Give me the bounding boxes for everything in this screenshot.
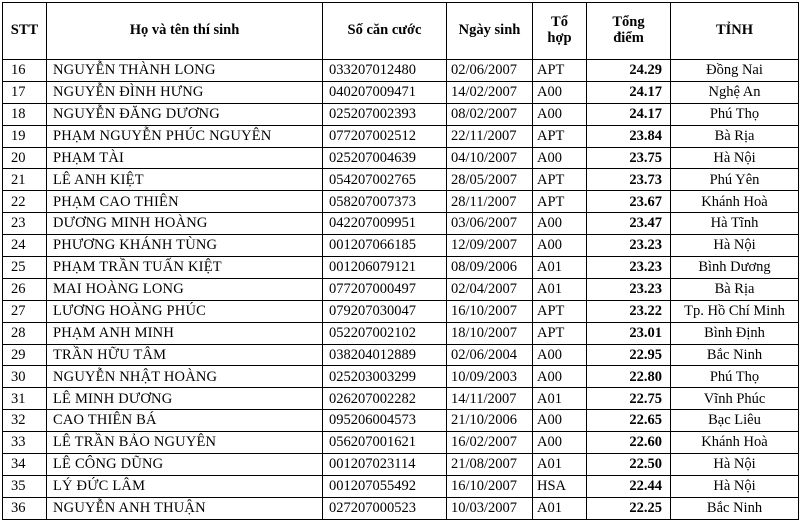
cell-score: 22.80 [587,366,671,388]
cell-province: Bắc Ninh [671,344,799,366]
header-score-line1: Tổng [612,14,645,31]
cell-combo: APT [533,322,587,344]
cell-score: 23.01 [587,322,671,344]
cell-id-number: 025207004639 [323,147,447,169]
cell-dob: 16/10/2007 [447,300,533,322]
cell-dob: 16/10/2007 [447,475,533,497]
cell-score: 22.65 [587,410,671,432]
cell-name: NGUYỄN NHẬT HOÀNG [47,366,323,388]
cell-combo: APT [533,300,587,322]
cell-name: LÊ CÔNG DŨNG [47,454,323,476]
cell-id-number: 077207000497 [323,278,447,300]
cell-name: LÝ ĐỨC LÂM [47,475,323,497]
cell-stt: 31 [3,388,47,410]
cell-combo: A01 [533,257,587,279]
cell-combo: A00 [533,147,587,169]
cell-score: 23.47 [587,213,671,235]
cell-score: 24.17 [587,81,671,103]
cell-score: 23.73 [587,169,671,191]
cell-dob: 16/02/2007 [447,432,533,454]
cell-id-number: 001207055492 [323,475,447,497]
cell-combo: APT [533,191,587,213]
cell-id-number: 033207012480 [323,60,447,82]
cell-name: PHẠM TÀI [47,147,323,169]
cell-stt: 33 [3,432,47,454]
cell-id-number: 056207001621 [323,432,447,454]
cell-province: Hà Nội [671,235,799,257]
table-row [3,344,799,366]
cell-score: 22.60 [587,432,671,454]
cell-score: 24.29 [587,60,671,82]
cell-score: 22.75 [587,388,671,410]
cell-dob: 10/09/2003 [447,366,533,388]
cell-score: 23.23 [587,235,671,257]
cell-stt: 35 [3,475,47,497]
cell-name: PHẠM CAO THIÊN [47,191,323,213]
table-row [3,366,799,388]
cell-name: PHẠM NGUYỄN PHÚC NGUYÊN [47,125,323,147]
cell-combo: A00 [533,213,587,235]
cell-dob: 22/11/2007 [447,125,533,147]
cell-name: LÊ MINH DƯƠNG [47,388,323,410]
cell-dob: 08/02/2007 [447,103,533,125]
cell-stt: 18 [3,103,47,125]
table-row [3,169,799,191]
cell-name: LÊ ANH KIỆT [47,169,323,191]
cell-name: TRẦN HỮU TÂM [47,344,323,366]
cell-combo: A01 [533,497,587,519]
cell-combo: A00 [533,366,587,388]
cell-dob: 10/03/2007 [447,497,533,519]
cell-province: Đồng Nai [671,60,799,82]
cell-stt: 17 [3,81,47,103]
cell-combo: APT [533,60,587,82]
cell-dob: 04/10/2007 [447,147,533,169]
cell-stt: 26 [3,278,47,300]
cell-dob: 02/06/2007 [447,60,533,82]
cell-name: PHẠM ANH MINH [47,322,323,344]
cell-stt: 34 [3,454,47,476]
cell-combo: A00 [533,410,587,432]
table-row [3,322,799,344]
cell-score: 22.25 [587,497,671,519]
cell-score: 23.84 [587,125,671,147]
cell-dob: 08/09/2006 [447,257,533,279]
cell-score: 23.67 [587,191,671,213]
cell-combo: HSA [533,475,587,497]
cell-province: Khánh Hoà [671,432,799,454]
table-row [3,257,799,279]
candidates-table [2,2,799,520]
cell-dob: 18/10/2007 [447,322,533,344]
table-body [3,60,799,520]
cell-combo: APT [533,169,587,191]
cell-name: MAI HOÀNG LONG [47,278,323,300]
header-score [587,3,671,60]
cell-province: Tp. Hồ Chí Minh [671,300,799,322]
cell-score: 24.17 [587,103,671,125]
cell-province: Bắc Ninh [671,497,799,519]
header-province: TỈNH [671,3,799,60]
cell-province: Phú Thọ [671,366,799,388]
cell-name: LƯƠNG HOÀNG PHÚC [47,300,323,322]
cell-dob: 03/06/2007 [447,213,533,235]
cell-id-number: 027207000523 [323,497,447,519]
cell-stt: 19 [3,125,47,147]
cell-id-number: 001207066185 [323,235,447,257]
cell-stt: 22 [3,191,47,213]
table-row [3,235,799,257]
cell-id-number: 001206079121 [323,257,447,279]
header-combo-line1: Tổ [551,14,568,31]
cell-name: CAO THIÊN BÁ [47,410,323,432]
cell-score: 22.44 [587,475,671,497]
table-row [3,103,799,125]
cell-dob: 14/02/2007 [447,81,533,103]
cell-score: 23.75 [587,147,671,169]
table-row [3,300,799,322]
cell-score: 22.95 [587,344,671,366]
cell-id-number: 001207023114 [323,454,447,476]
cell-dob: 21/10/2006 [447,410,533,432]
table-row [3,147,799,169]
cell-stt: 36 [3,497,47,519]
table-row [3,60,799,82]
header-combo [533,3,587,60]
cell-id-number: 095206004573 [323,410,447,432]
cell-province: Bà Rịa [671,125,799,147]
header-combo-line2: hợp [547,30,572,46]
cell-id-number: 042207009951 [323,213,447,235]
cell-score: 22.50 [587,454,671,476]
cell-id-number: 058207007373 [323,191,447,213]
header-id: Số căn cước [323,3,447,60]
table-row [3,475,799,497]
cell-combo: A01 [533,388,587,410]
cell-province: Khánh Hoà [671,191,799,213]
table-row [3,278,799,300]
cell-stt: 23 [3,213,47,235]
cell-province: Phú Thọ [671,103,799,125]
cell-province: Bình Dương [671,257,799,279]
cell-dob: 12/09/2007 [447,235,533,257]
cell-combo: A01 [533,454,587,476]
cell-dob: 02/06/2004 [447,344,533,366]
cell-id-number: 040207009471 [323,81,447,103]
table-row [3,432,799,454]
cell-province: Vĩnh Phúc [671,388,799,410]
header-stt: STT [3,3,47,60]
cell-stt: 24 [3,235,47,257]
cell-province: Hà Nội [671,147,799,169]
cell-combo: A01 [533,278,587,300]
table-row [3,191,799,213]
header-score-line2: điểm [613,30,644,46]
cell-combo: A00 [533,432,587,454]
cell-dob: 28/11/2007 [447,191,533,213]
cell-id-number: 052207002102 [323,322,447,344]
cell-stt: 27 [3,300,47,322]
cell-dob: 02/04/2007 [447,278,533,300]
cell-province: Phú Yên [671,169,799,191]
cell-name: NGUYỄN ANH THUẬN [47,497,323,519]
cell-stt: 21 [3,169,47,191]
table-row [3,410,799,432]
cell-id-number: 079207030047 [323,300,447,322]
cell-province: Hà Nội [671,475,799,497]
cell-dob: 21/08/2007 [447,454,533,476]
cell-name: PHƯƠNG KHÁNH TÙNG [47,235,323,257]
table-header-row [3,3,799,60]
cell-score: 23.22 [587,300,671,322]
cell-stt: 20 [3,147,47,169]
cell-stt: 25 [3,257,47,279]
cell-id-number: 026207002282 [323,388,447,410]
cell-combo: A00 [533,103,587,125]
cell-province: Bà Rịa [671,278,799,300]
cell-combo: A00 [533,344,587,366]
cell-id-number: 038204012889 [323,344,447,366]
cell-name: NGUYỄN ĐĂNG DƯƠNG [47,103,323,125]
table-row [3,125,799,147]
cell-stt: 16 [3,60,47,82]
table-row [3,213,799,235]
cell-id-number: 077207002512 [323,125,447,147]
cell-province: Hà Nội [671,454,799,476]
cell-combo: A00 [533,81,587,103]
cell-stt: 28 [3,322,47,344]
cell-province: Bình Định [671,322,799,344]
cell-province: Bạc Liêu [671,410,799,432]
cell-combo: APT [533,125,587,147]
header-dob: Ngày sinh [447,3,533,60]
table-row [3,388,799,410]
cell-id-number: 025207002393 [323,103,447,125]
cell-stt: 32 [3,410,47,432]
cell-combo: A00 [533,235,587,257]
cell-name: PHẠM TRẦN TUẤN KIỆT [47,257,323,279]
cell-name: LÊ TRẦN BẢO NGUYÊN [47,432,323,454]
cell-name: NGUYỄN ĐÌNH HƯNG [47,81,323,103]
cell-score: 23.23 [587,278,671,300]
cell-stt: 29 [3,344,47,366]
cell-province: Hà Tĩnh [671,213,799,235]
table-row [3,454,799,476]
header-name: Họ và tên thí sinh [47,3,323,60]
cell-name: NGUYỄN THÀNH LONG [47,60,323,82]
cell-province: Nghệ An [671,81,799,103]
cell-id-number: 054207002765 [323,169,447,191]
cell-stt: 30 [3,366,47,388]
cell-id-number: 025203003299 [323,366,447,388]
cell-score: 23.23 [587,257,671,279]
cell-dob: 28/05/2007 [447,169,533,191]
table-row [3,81,799,103]
cell-name: DƯƠNG MINH HOÀNG [47,213,323,235]
cell-dob: 14/11/2007 [447,388,533,410]
